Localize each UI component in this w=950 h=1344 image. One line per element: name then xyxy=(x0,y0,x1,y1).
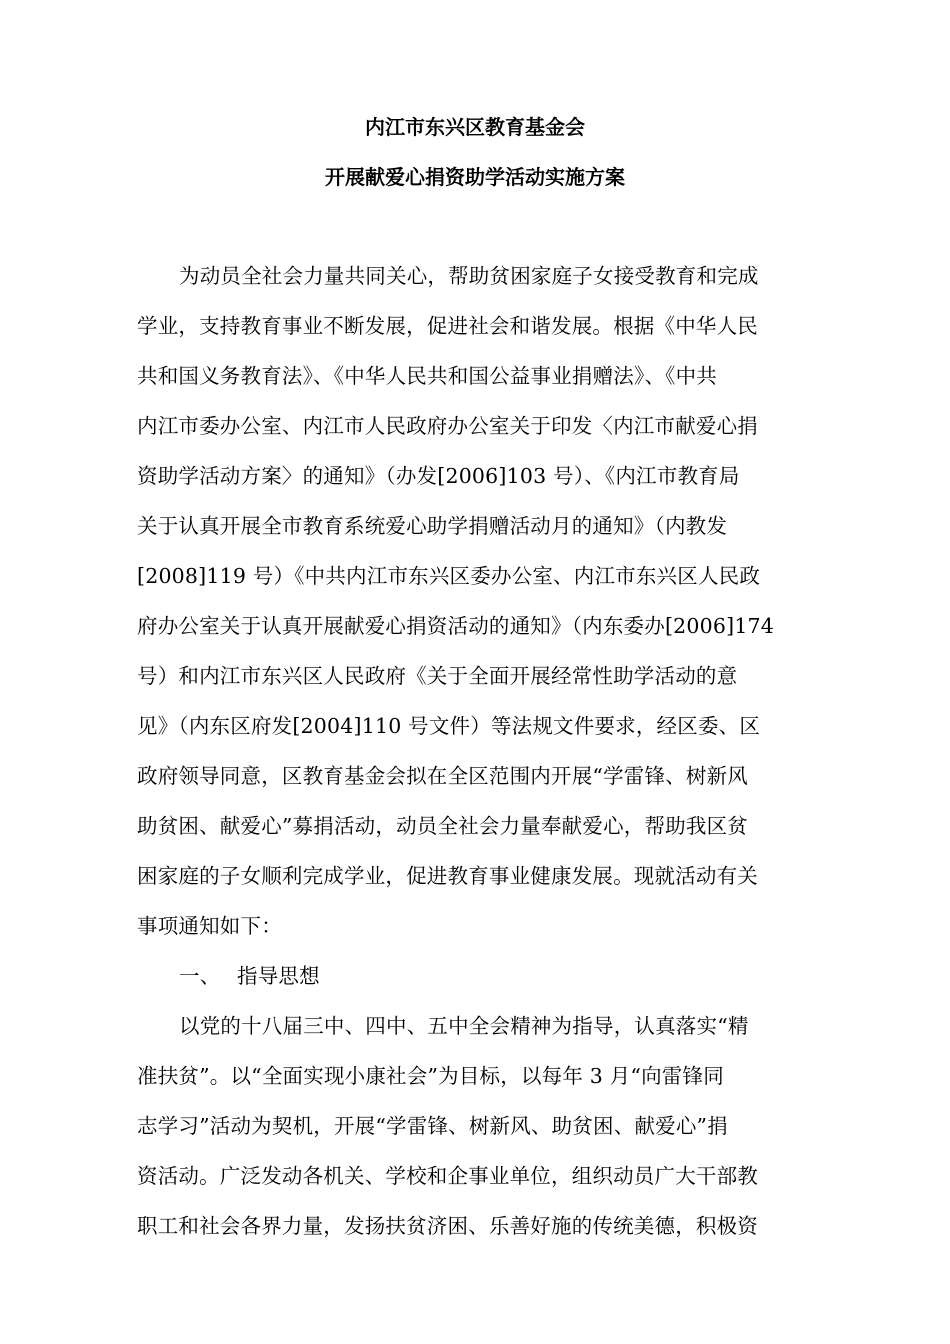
section-heading xyxy=(137,956,817,1006)
body-line: 府办公室关于认真开展献爱心捐资活动的通知》（内东委办[2006]174 xyxy=(137,614,775,638)
section-number: 一、 xyxy=(179,964,221,988)
document-title-line2: 开展献爱心捐资助学活动实施方案 xyxy=(325,165,625,189)
document-title-line1: 内江市东兴区教育基金会 xyxy=(365,115,585,139)
section-line: 资活动。广泛发动各机关、学校和企事业单位，组织动员广大干部教 xyxy=(137,1164,758,1188)
body-line: 学业，支持教育事业不断发展，促进社会和谐发展。根据《中华人民 xyxy=(137,314,758,338)
section-line: 职工和社会各界力量，发扬扶贫济困、乐善好施的传统美德，积极资 xyxy=(137,1214,758,1238)
body-line: 事项通知如下： xyxy=(137,914,282,938)
section-title: 指导思想 xyxy=(237,964,320,988)
section-line: 志学习”活动为契机，开展“学雷锋、树新风、助贫困、献爱心”捐 xyxy=(137,1114,728,1138)
body-line: 号）和内江市东兴区人民政府《关于全面开展经常性助学活动的意 xyxy=(137,664,738,688)
body-line: [2008]119 号）《中共内江市东兴区委办公室、内江市东兴区人民政 xyxy=(137,564,761,588)
body-line: 共和国义务教育法》、《中华人民共和国公益事业捐赠法》、《中共 xyxy=(137,364,717,388)
body-line: 见》（内东区府发[2004]110 号文件）等法规文件要求，经区委、区 xyxy=(137,714,761,738)
body-line: 资助学活动方案〉的通知》（办发[2006]103 号）、《内江市教育局 xyxy=(137,464,740,488)
body-line: 为动员全社会力量共同关心，帮助贫困家庭子女接受教育和完成 xyxy=(179,264,759,288)
body-line: 内江市委办公室、内江市人民政府办公室关于印发〈内江市献爱心捐 xyxy=(137,414,758,438)
body-line: 困家庭的子女顺利完成学业，促进教育事业健康发展。现就活动有关 xyxy=(137,864,758,888)
body-line: 关于认真开展全市教育系统爱心助学捐赠活动月的通知》（内教发 xyxy=(137,514,728,538)
body-line: 助贫困、献爱心”募捐活动，动员全社会力量奉献爱心，帮助我区贫 xyxy=(137,814,748,838)
section-line: 以党的十八届三中、四中、五中全会精神为指导，认真落实“精 xyxy=(179,1014,749,1038)
document-body xyxy=(137,256,817,1256)
body-line: 政府领导同意，区教育基金会拟在全区范围内开展“学雷锋、树新风 xyxy=(137,764,748,788)
section-line: 准扶贫”。以“全面实现小康社会”为目标，以每年 3 月“向雷锋同 xyxy=(137,1064,724,1088)
